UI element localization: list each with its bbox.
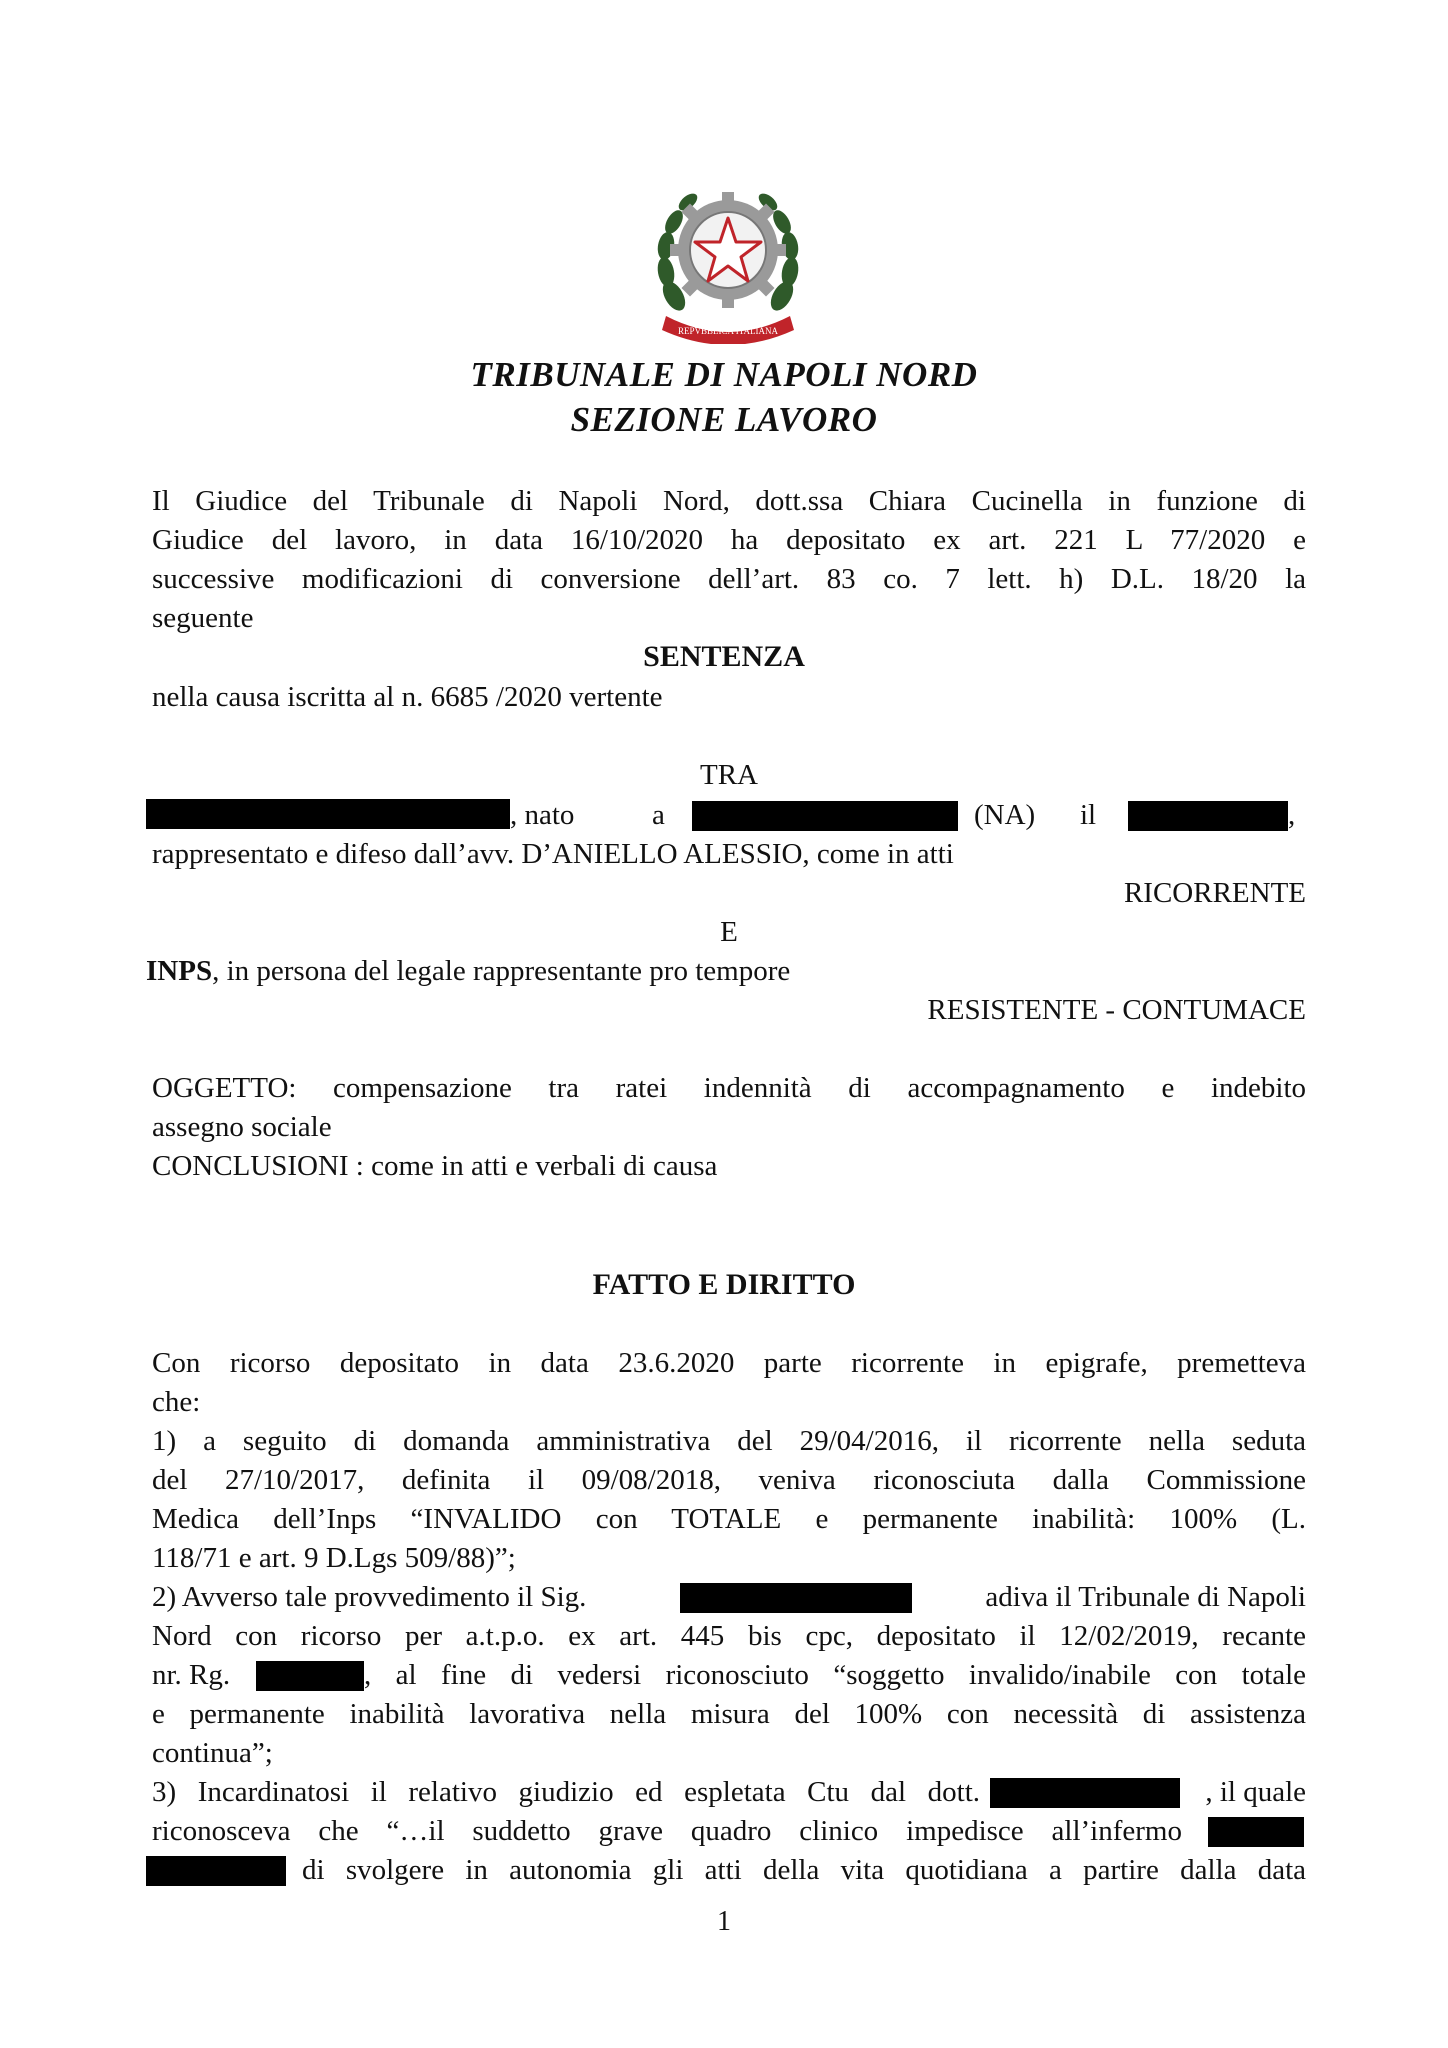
oggetto-line-2: assegno sociale bbox=[152, 1111, 332, 1143]
body-line-12b: , il quale bbox=[1205, 1776, 1306, 1808]
tra-label: TRA bbox=[700, 759, 758, 791]
redaction-birthdate-wrap bbox=[1128, 798, 1288, 837]
ricorrente-label: RICORRENTE bbox=[1123, 877, 1306, 909]
comma-text: , bbox=[1288, 799, 1296, 831]
body-line-1: Con ricorso depositato in data 23.6.2020 parte ricorrente in epigrafe, premetteva bbox=[152, 1347, 1306, 1379]
court-title: TRIBUNALE DI NAPOLI NORD bbox=[470, 355, 978, 394]
body-line-9b: , al fine di vedersi riconosciuto “soggetto invalido/inabile con totale bbox=[364, 1659, 1306, 1691]
inps-rest: , in persona del legale rappresentante pro tempore bbox=[212, 955, 791, 987]
intro-line-2: Giudice del lavoro, in data 16/10/2020 ha depositato ex art. 221 L 77/2020 e bbox=[152, 524, 1306, 556]
redaction-birthplace bbox=[692, 801, 958, 831]
body-line-11: continua”; bbox=[152, 1737, 273, 1769]
na-text: (NA) bbox=[974, 799, 1036, 831]
sentenza-heading: SENTENZA bbox=[643, 640, 805, 673]
a-text: a bbox=[652, 799, 665, 831]
intro-line-4: seguente bbox=[152, 602, 254, 634]
body-line-13: riconosceva che “…il suddetto grave quadro clinico impedisce all’infermo bbox=[152, 1815, 1182, 1847]
redaction-name bbox=[146, 799, 510, 829]
intro-line-3: successive modificazioni di conversione dell’art. 83 co. 7 lett. h) D.L. 18/20 la bbox=[152, 563, 1306, 595]
section-title: SEZIONE LAVORO bbox=[570, 400, 878, 439]
redaction-birthdate bbox=[1128, 801, 1288, 831]
redaction-infermo-2 bbox=[146, 1856, 286, 1886]
redaction-infermo-1-wrap bbox=[1208, 1814, 1304, 1853]
redaction-infermo-2-wrap bbox=[146, 1853, 286, 1892]
body-line-8: Nord con ricorso per a.t.p.o. ex art. 445 bis cpc, depositato il 12/02/2019, recante bbox=[152, 1620, 1306, 1652]
body-line-10: e permanente inabilità lavorativa nella misura del 100% con necessità di assistenza bbox=[152, 1698, 1306, 1730]
body-line-14: di svolgere in autonomia gli atti della vita quotidiana a partire dalla data bbox=[302, 1854, 1306, 1886]
rappresentato-line: rappresentato e difeso dall’avv. D’ANIELLO ALESSIO, come in atti bbox=[152, 838, 954, 870]
nato-text: , nato bbox=[510, 799, 575, 831]
inps-line bbox=[146, 952, 1300, 991]
conclusioni-line: CONCLUSIONI : come in atti e verbali di causa bbox=[152, 1150, 718, 1182]
resistente-label: RESISTENTE - CONTUMACE bbox=[927, 994, 1306, 1026]
body-line-7a: 2) Avverso tale provvedimento il Sig. bbox=[152, 1581, 587, 1613]
redaction-sig-name bbox=[680, 1583, 912, 1613]
body-line-5: Medica dell’Inps “INVALIDO con TOTALE e permanente inabilità: 100% (L. bbox=[152, 1503, 1306, 1535]
il-text: il bbox=[1080, 799, 1097, 831]
body-line-3: 1) a seguito di domanda amministrativa del 29/04/2016, il ricorrente nella seduta bbox=[152, 1425, 1306, 1457]
body-line-4: del 27/10/2017, definita il 09/08/2018, veniva riconosciuta dalla Commissione bbox=[152, 1464, 1306, 1496]
redaction-sig-wrap bbox=[680, 1580, 912, 1619]
redaction-rg-wrap bbox=[256, 1658, 364, 1697]
body-line-12a: 3) Incardinatosi il relativo giudizio ed espletata Ctu dal dott. bbox=[152, 1776, 980, 1808]
causa-line: nella causa iscritta al n. 6685 /2020 vertente bbox=[152, 681, 663, 713]
redaction-rg-number bbox=[256, 1661, 364, 1691]
body-line-9a: nr. Rg. bbox=[152, 1659, 231, 1691]
intro-line-1: Il Giudice del Tribunale di Napoli Nord, dott.ssa Chiara Cucinella in funzione di bbox=[152, 485, 1306, 517]
redaction-birthplace-wrap bbox=[692, 798, 958, 837]
redaction-ctu-wrap bbox=[990, 1775, 1180, 1814]
emblem-ribbon-text: REPVBBLICA ITALIANA bbox=[677, 326, 779, 336]
body-line-7b: adiva il Tribunale di Napoli bbox=[985, 1581, 1306, 1613]
repubblica-italiana-emblem bbox=[652, 176, 804, 344]
oggetto-line-1: OGGETTO: compensazione tra ratei indennità di accompagnamento e indebito bbox=[152, 1072, 1306, 1104]
fatto-diritto-heading: FATTO E DIRITTO bbox=[592, 1268, 856, 1301]
inps-name: INPS bbox=[146, 955, 213, 987]
e-label: E bbox=[720, 916, 738, 948]
redaction-ctu-name bbox=[990, 1778, 1180, 1808]
body-line-6: 118/71 e art. 9 D.Lgs 509/88)”; bbox=[152, 1542, 516, 1574]
body-line-2: che: bbox=[152, 1386, 201, 1418]
page-number: 1 bbox=[717, 1906, 731, 1937]
redaction-infermo-1 bbox=[1208, 1817, 1304, 1847]
